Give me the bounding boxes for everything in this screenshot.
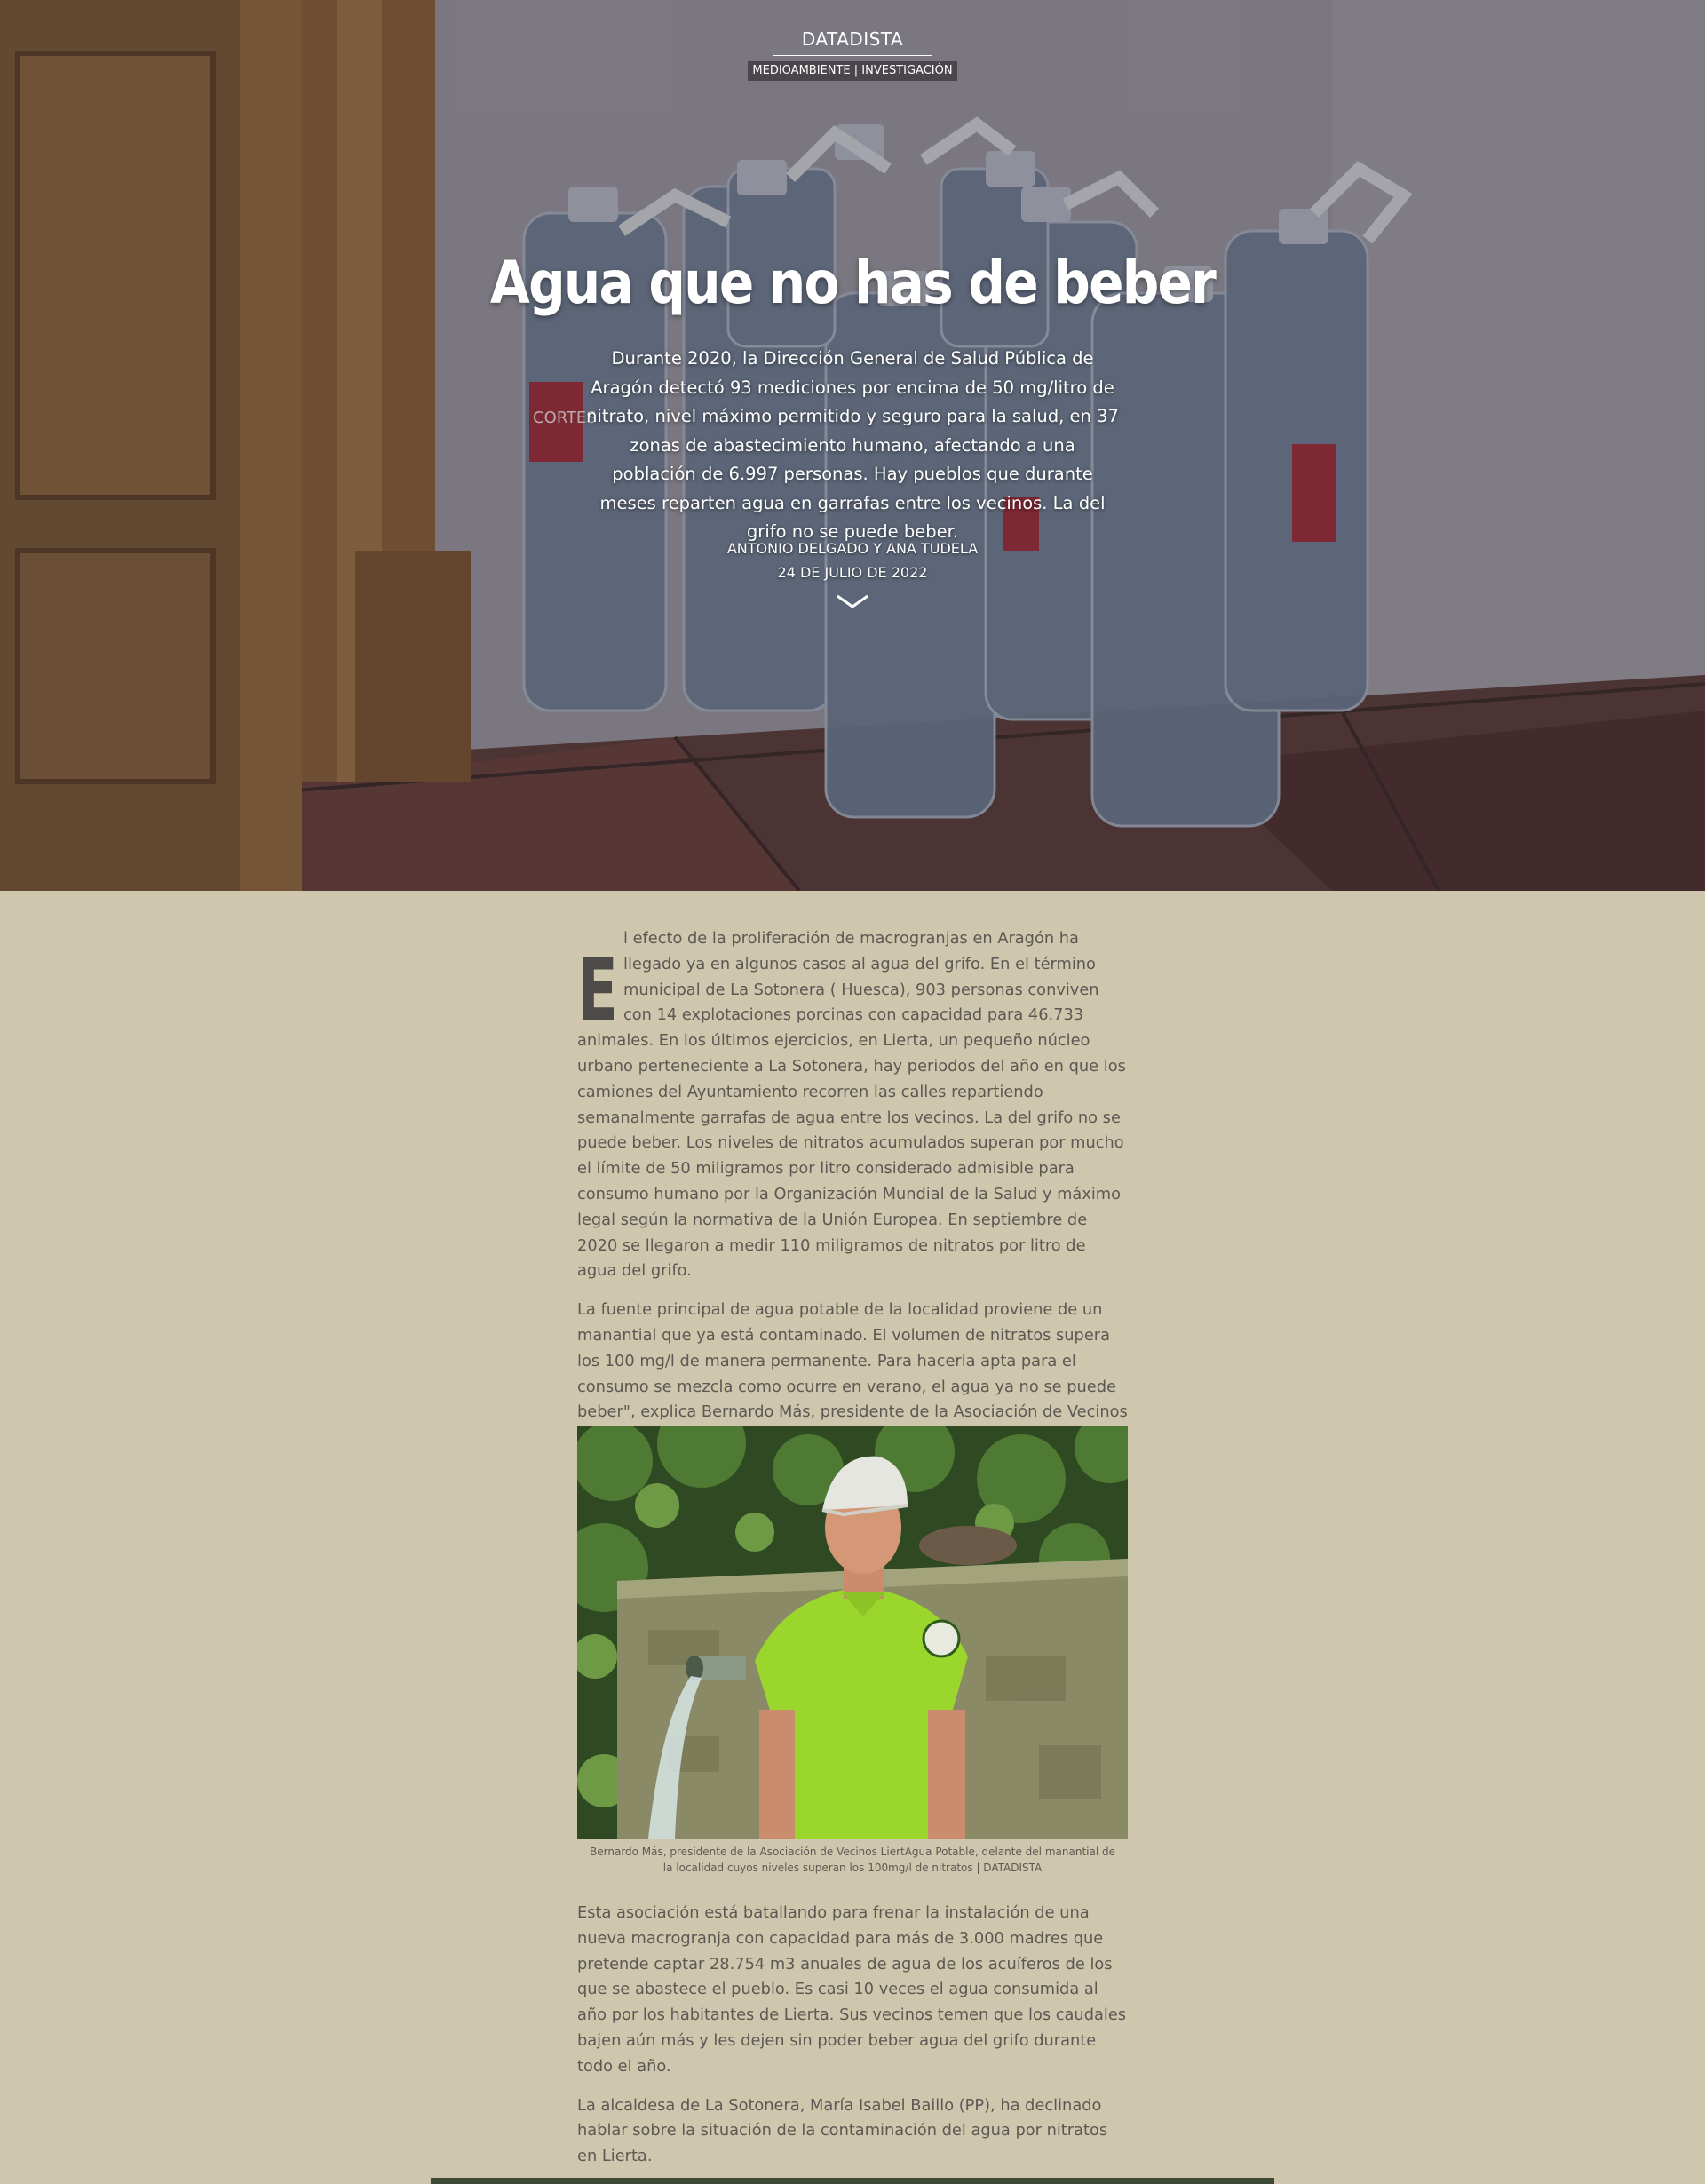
- bottle-label-text: CORTES: [533, 409, 597, 427]
- hero-section: [0, 0, 1705, 891]
- author-names: ANTONIO DELGADO Y ANA TUDELA: [726, 540, 979, 557]
- publish-date: 24 DE JULIO DE 2022: [777, 564, 928, 581]
- byline: [0, 536, 1705, 584]
- chevron-down-icon[interactable]: [836, 593, 869, 609]
- paragraph-1-text: l efecto de la proliferación de macrogranjas en Aragón ha llegado ya en algunos casos al agua del grifo. En el término municipal de La Sotonera ( Huesca), 903 personas conviven con 14 explotaciones porcinas con capacidad para 46.733 animales. En los últimos ejercicios, en Lierta, un pequeño núcleo urbano perteneciente a La Sotonera, hay periodos del año en que los camiones del Ayuntamiento recorren las calles repartiendo semanalmente garrafas de agua entre los vecinos. La del grifo no se puede beber. Los niveles de nitratos acumulados superan por mucho el límite de 50 miligramos por litro considerado admisible para consumo humano por la Organización Mundial de la Salud y máximo legal según la normativa de la Unión Europea. En septiembre de 2020 se llegaron a medir 110 miligramos de nitratos por litro de agua del grifo.: [577, 929, 1126, 1281]
- drop-cap: E: [577, 941, 618, 1040]
- article-body-continued: [577, 1901, 1128, 2183]
- paragraph-2: La fuente principal de agua potable de la localidad proviene de un manantial que ya está contaminado. El volumen de nitratos supera los 100 mg/l de manera permanente. Para hacerla apta para el consumo se mezcla como ocurre en verano, el agua ya no se puede beber", explica Bernardo Más, presidente de la Asociación de Vecinos: [577, 1300, 1128, 1422]
- paragraph-1: [577, 926, 1128, 1284]
- next-image-top-edge: [431, 2178, 1274, 2184]
- photo-bernardo-mas: [577, 1426, 1128, 1839]
- article-figure: [577, 1426, 1128, 1876]
- paragraph-3: Esta asociación está batallando para frenar la instalación de una nueva macrogranja con capacidad para más de 3.000 madres que pretende captar 28.754 m3 anuales de agua de los acuíferos de los que se abastece el pueblo. Es casi 10 veces el agua consumida al año por los habitantes de Lierta. Sus vecinos temen que los caudales bajen aún más y les dejen sin poder beber agua del grifo durante todo el año.: [577, 1903, 1127, 2076]
- site-brand-link[interactable]: DATADISTA: [801, 28, 904, 50]
- brand-underline: [773, 55, 932, 56]
- article-title: Agua que no has de beber: [489, 249, 1216, 317]
- figure-caption: Bernardo Más, presidente de la Asociación de Vecinos LiertAgua Potable, delante del manantial de la localidad cuyos niveles superan los 100mg/l de nitratos | DATADISTA: [590, 1846, 1115, 1874]
- article-body: [577, 926, 1128, 1465]
- article-lede: Durante 2020, la Dirección General de Salud Pública de Aragón detectó 93 mediciones por encima de 50 mg/litro de nitrato, nivel máximo permitido y seguro para la salud, en 37 zonas de abastecimiento humano, afectando a una población de 6.997 personas. Hay pueblos que durante meses reparten agua en garrafas entre los vecinos. La del grifo no se puede beber.: [586, 348, 1119, 542]
- paragraph-4: La alcaldesa de La Sotonera, María Isabel Baillo (PP), ha declinado hablar sobre la situación de la contaminación del agua por nitratos en Lierta.: [577, 2095, 1108, 2166]
- category-tags[interactable]: MEDIOAMBIENTE | INVESTIGACIÓN: [748, 61, 957, 81]
